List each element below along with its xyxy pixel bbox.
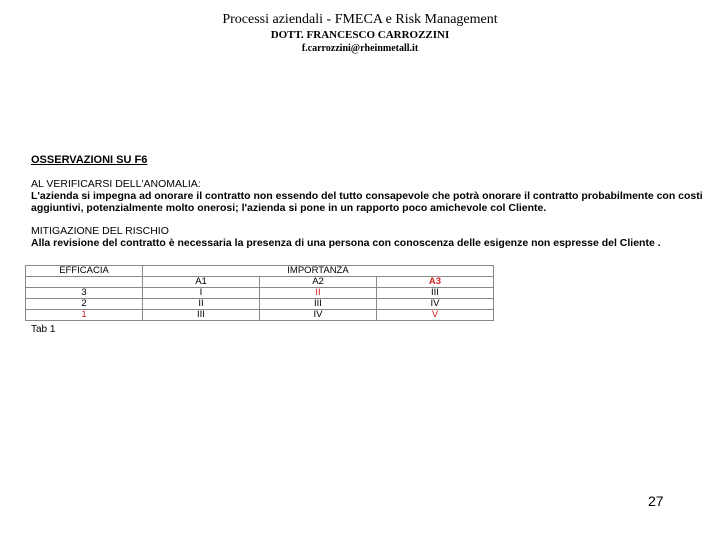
- header-author: DOTT. FRANCESCO CARROZZINI: [270, 29, 450, 41]
- row-label: 2: [26, 299, 143, 310]
- row-label: 3: [26, 288, 143, 299]
- table-cell: I: [143, 288, 260, 299]
- slide-header: [0, 12, 720, 55]
- importanza-header: IMPORTANZA: [143, 266, 494, 277]
- header-email: f.carrozzini@rheinmetall.it: [301, 43, 419, 54]
- anomaly-heading: AL VERIFICARSI DELL'ANOMALIA:: [31, 178, 201, 190]
- mitigation-heading: MITIGAZIONE DEL RISCHIO: [31, 225, 169, 237]
- table-cell: IV: [377, 299, 494, 310]
- table-cell: III: [143, 310, 260, 321]
- header-title: Processi aziendali - FMECA e Risk Management: [222, 12, 498, 27]
- table-header-row: [26, 266, 494, 277]
- column-header-a1: A1: [143, 277, 260, 288]
- table-cell: V: [377, 310, 494, 321]
- table-row: [26, 288, 494, 299]
- column-header-a2: A2: [260, 277, 377, 288]
- table-cell: II: [143, 299, 260, 310]
- page-number: 27: [648, 493, 664, 509]
- efficacia-header: EFFICACIA: [26, 266, 143, 277]
- table-cell: IV: [260, 310, 377, 321]
- row-label: 1: [26, 310, 143, 321]
- anomaly-text: L'azienda si impegna ad onorare il contratto non essendo del tutto consapevole che potrà onorare il contratto probabilmente con costi aggiuntivi, potenzialmente molto onerosi; l'azienda si pone in un rapporto poco amichevole col Cliente.: [31, 190, 703, 214]
- table-row: [26, 277, 494, 288]
- table-row: [26, 299, 494, 310]
- risk-matrix-table: [25, 265, 494, 321]
- observations-section: [31, 153, 711, 249]
- table-cell: III: [260, 299, 377, 310]
- column-header-a3: A3: [377, 277, 494, 288]
- table-cell: II: [260, 288, 377, 299]
- table-row: [26, 310, 494, 321]
- observations-title: OSSERVAZIONI SU F6: [31, 154, 148, 166]
- mitigation-text: Alla revisione del contratto è necessaria la presenza di una persona con conoscenza delle esigenze non espresse del Cliente .: [31, 237, 661, 249]
- table-cell: [26, 277, 143, 288]
- table-caption: Tab 1: [31, 324, 56, 335]
- table-cell: III: [377, 288, 494, 299]
